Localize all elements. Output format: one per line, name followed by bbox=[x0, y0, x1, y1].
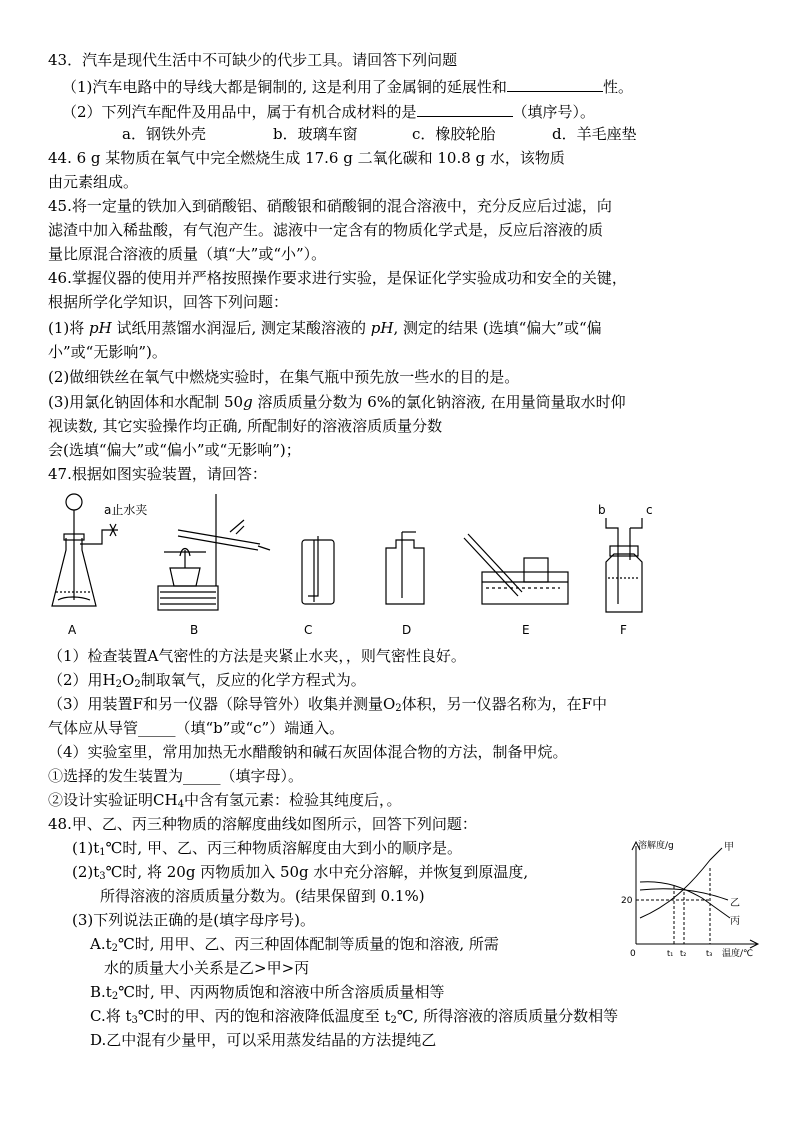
q43-part2-text: （2）下列汽车配件及用品中，属于有机合成材料的是 bbox=[62, 103, 417, 121]
q43-part1-suffix: 性。 bbox=[602, 78, 633, 96]
label-e: E bbox=[522, 623, 530, 637]
q47-p3-a: （3）用装置F和另一仪器（除导管外）收集并测量O bbox=[48, 695, 396, 713]
apparatus-c bbox=[302, 536, 334, 604]
q48-oc-sub2: 2 bbox=[390, 1015, 397, 1026]
q48-oc-a: C.将 t bbox=[90, 1007, 132, 1025]
q47-p42-b: 中含有氢元素：检验其纯度后，。 bbox=[183, 791, 402, 809]
q44-line2: 由元素组成。 bbox=[48, 173, 139, 191]
q46-line4: 小”或“无影响”)。 bbox=[48, 343, 167, 361]
q46-l6-b: 溶质质量分数为 6%的氯化钠溶液, 在用量筒量取水时仰 bbox=[252, 393, 626, 411]
q47-part4-2 bbox=[48, 790, 401, 810]
q48-ob-b: ℃时, 甲、丙两物质饱和溶液中所含溶质质量相等 bbox=[118, 983, 445, 1001]
series-label-jia: 甲 bbox=[724, 842, 734, 853]
q47-p42-a: ②设计实验证明CH bbox=[48, 791, 178, 809]
q47-title: 47.根据如图实验装置，请回答： bbox=[48, 465, 267, 483]
label-d: D bbox=[402, 623, 412, 637]
q43-option-c: c．橡胶轮胎 bbox=[412, 125, 496, 143]
q47-p2-c: 制取氧气，反应的化学方程式为。 bbox=[140, 671, 366, 689]
q46-line5: (2)做细铁丝在氧气中燃烧实验时，在集气瓶中预先放一些水的目的是。 bbox=[48, 368, 520, 386]
q48-option-b bbox=[90, 982, 445, 1002]
q46-line6 bbox=[48, 392, 626, 412]
q43-title: 43．汽车是现代生活中不可缺少的代步工具。请回答下列问题 bbox=[48, 51, 458, 69]
q47-part4: （4）实验室里，常用加热无水醋酸钠和碱石灰固体混合物的方法，制备甲烷。 bbox=[48, 743, 568, 761]
q43-option-a: a．钢铁外壳 bbox=[122, 125, 206, 143]
clip-label: a止水夹 bbox=[104, 503, 148, 517]
q43-option-d: d．羊毛座垫 bbox=[552, 125, 637, 143]
q43-part2-suffix: （填序号）。 bbox=[512, 103, 596, 121]
tube-c-label: c bbox=[646, 503, 653, 517]
q48-p2-a: (2)t bbox=[72, 863, 100, 881]
q46-l3-ph1: pH bbox=[89, 319, 112, 337]
q45-line1: 45.将一定量的铁加入到硝酸铝、硝酸银和硝酸铜的混合溶液中，充分反应后过滤，向 bbox=[48, 197, 612, 215]
q46-l3-b: 试纸用蒸馏水润湿后, 测定某酸溶液的 bbox=[111, 319, 371, 337]
q48-part2 bbox=[72, 862, 528, 882]
label-c: C bbox=[304, 623, 313, 637]
q43-answer-blank-2[interactable] bbox=[417, 100, 513, 117]
q48-title: 48.甲、乙、丙三种物质的溶解度曲线如图所示，回答下列问题： bbox=[48, 815, 477, 833]
chart-xtick-t2: t₂ bbox=[680, 949, 687, 958]
q46-line2: 根据所学化学知识，回答下列问题： bbox=[48, 293, 289, 311]
q48-oc-sub1: 3 bbox=[131, 1015, 138, 1026]
q48-p2-sub: 3 bbox=[99, 871, 106, 882]
apparatus-d bbox=[386, 532, 424, 604]
q48-p1-sub: 1 bbox=[99, 847, 106, 858]
tube-b-label: b bbox=[598, 503, 606, 517]
chart-ylabel: 溶解度/g bbox=[638, 841, 674, 851]
q46-l3-a: (1)将 bbox=[48, 319, 90, 337]
q48-ob-a: B.t bbox=[90, 983, 112, 1001]
q43-part1-text: （1)汽车电路中的导线大都是铜制的, 这是利用了金属铜的延展性和 bbox=[62, 78, 507, 96]
q46-l6-g: g bbox=[243, 393, 253, 411]
chart-origin: 0 bbox=[630, 949, 636, 959]
q43-part2 bbox=[62, 100, 595, 122]
q48-oa-sub: 2 bbox=[111, 943, 119, 954]
q47-part4-1: ①选择的发生装置为_____（填字母）。 bbox=[48, 767, 304, 785]
q48-part3: (3)下列说法正确的是(填字母序号)。 bbox=[72, 911, 315, 929]
q48-ob-sub: 2 bbox=[111, 991, 119, 1002]
q46-l3-ph2: pH bbox=[370, 319, 394, 337]
chart-xtick-t3: t₃ bbox=[706, 949, 713, 958]
q47-p2-a: （2）用H bbox=[48, 671, 116, 689]
q46-line1: 46.掌握仪器的使用并严格按照操作要求进行实验，是保证化学实验成功和安全的关键， bbox=[48, 269, 627, 287]
label-a: A bbox=[68, 623, 77, 637]
q45-line3: 量比原混合溶液的质量（填“大”或“小”）。 bbox=[48, 245, 327, 263]
q48-option-c bbox=[90, 1006, 618, 1026]
q43-answer-blank-1[interactable] bbox=[507, 75, 603, 92]
q46-l6-a: (3)用氯化钠固体和水配制 50 bbox=[48, 393, 244, 411]
chart-xtick-t1: t₁ bbox=[667, 949, 674, 958]
series-label-yi: 乙 bbox=[730, 898, 740, 909]
q43-part1 bbox=[62, 75, 633, 97]
q44-line1: 44. 6 g 某物质在氧气中完全燃烧生成 17.6 g 二氧化碳和 10.8 g 水，该物质 bbox=[48, 149, 565, 167]
q48-oc-b: ℃时的甲、丙的饱和溶液降低温度至 t bbox=[137, 1007, 391, 1025]
q48-part1 bbox=[72, 838, 462, 858]
q47-part3-line2: 气体应从导管_____（填“b”或“c”）端通入。 bbox=[48, 719, 345, 737]
solubility-chart bbox=[618, 838, 768, 960]
chart-ytick-20: 20 bbox=[621, 896, 633, 906]
q47-part3 bbox=[48, 694, 607, 714]
q48-part2-line2: 所得溶液的溶质质量分数为。(结果保留到 0.1%) bbox=[100, 887, 425, 905]
q46-line7: 视读数, 其它实验操作均正确, 所配制好的溶液溶质质量分数 bbox=[48, 417, 443, 435]
q48-p1-a: (1)t bbox=[72, 839, 100, 857]
q46-line3 bbox=[48, 318, 602, 338]
q43-option-b: b．玻璃车窗 bbox=[273, 125, 358, 143]
q47-p42-sub: 4 bbox=[177, 799, 184, 810]
q47-p3-sub: 2 bbox=[395, 703, 402, 714]
q48-p1-b: ℃时, 甲、乙、丙三种物质溶解度由大到小的顺序是。 bbox=[105, 839, 462, 857]
chart-xlabel: 温度/℃ bbox=[722, 949, 754, 959]
series-label-bing: 丙 bbox=[730, 916, 740, 927]
q45-line2: 滤渣中加入稀盐酸，有气泡产生。滤液中一定含有的物质化学式是，反应后溶液的质 bbox=[48, 221, 604, 239]
q48-oc-c: ℃, 所得溶液的溶质质量分数相等 bbox=[396, 1007, 619, 1025]
q46-line8: 会(选填“偏大”或“偏小”或“无影响”)； bbox=[48, 441, 301, 459]
q46-l3-c: , 测定的结果 (选填“偏大”或“偏 bbox=[393, 319, 602, 337]
label-f: F bbox=[620, 623, 627, 637]
apparatus-figure bbox=[40, 488, 653, 644]
q48-oa-b: ℃时, 用甲、乙、丙三种固体配制等质量的饱和溶液, 所需 bbox=[118, 935, 499, 953]
q48-option-d: D.乙中混有少量甲，可以采用蒸发结晶的方法提纯乙 bbox=[90, 1031, 437, 1049]
apparatus-e bbox=[464, 534, 568, 604]
q48-oa-a: A.t bbox=[90, 935, 112, 953]
q47-p2-sub1: 2 bbox=[115, 679, 122, 690]
q48-p2-b: ℃时, 将 20g 丙物质加入 50g 水中充分溶解，并恢复到原温度, bbox=[105, 863, 529, 881]
apparatus-b bbox=[158, 494, 270, 610]
q47-part2 bbox=[48, 670, 366, 690]
q47-part1: （1）检查装置A气密性的方法是夹紧止水夹，，则气密性良好。 bbox=[48, 647, 466, 665]
q47-p2-sub2: 2 bbox=[134, 679, 141, 690]
label-b: B bbox=[190, 623, 199, 637]
q47-p2-b: O bbox=[122, 671, 135, 689]
apparatus-f bbox=[606, 518, 642, 612]
q47-p3-b: 体积，另一仪器名称为，在F中 bbox=[401, 695, 608, 713]
q48-option-a-line2: 水的质量大小关系是乙>甲>丙 bbox=[104, 959, 310, 977]
q48-option-a bbox=[90, 934, 499, 954]
